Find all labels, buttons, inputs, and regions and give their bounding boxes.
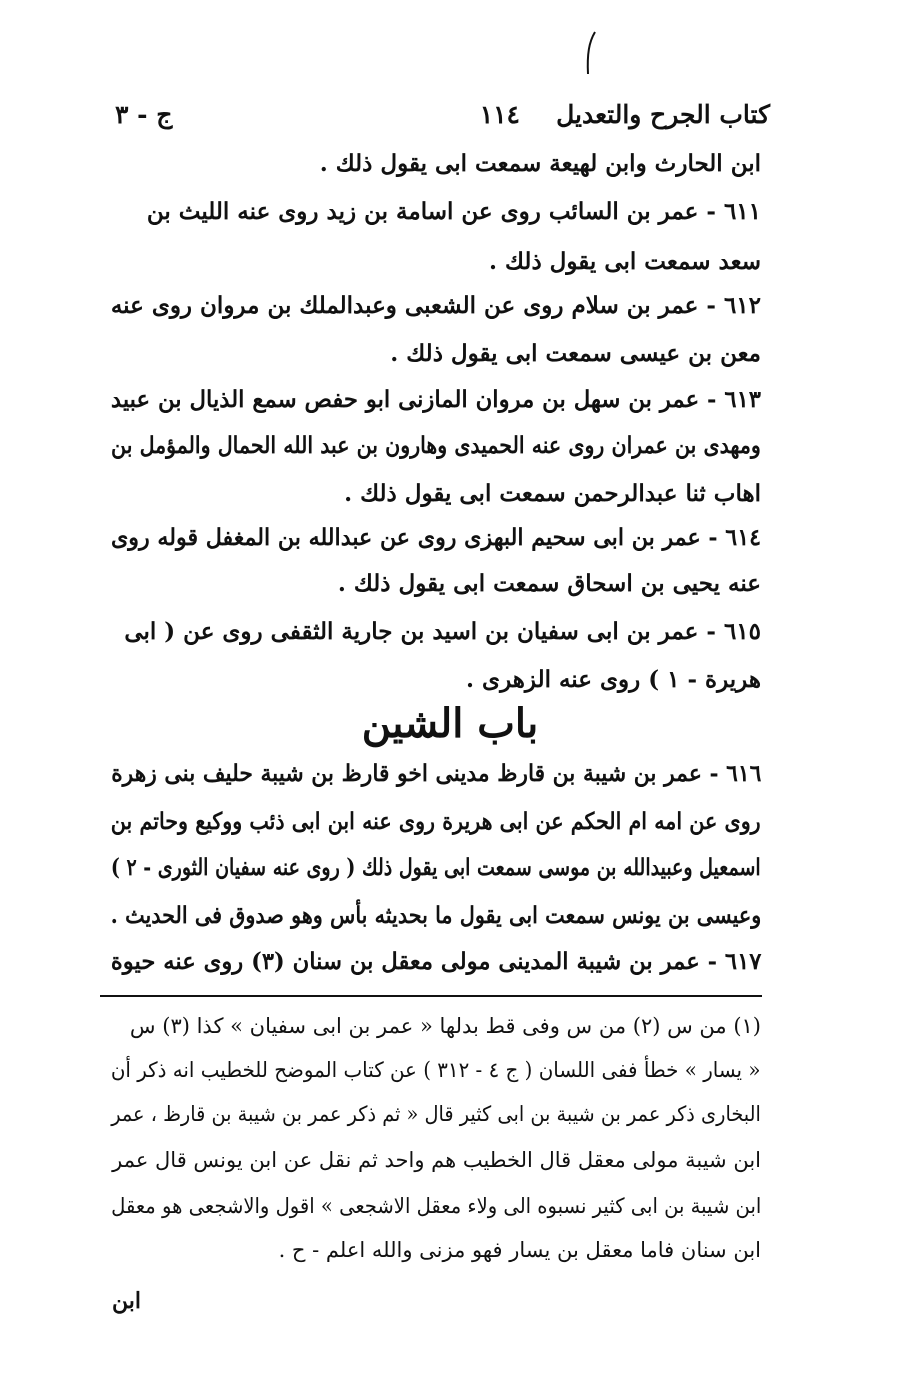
footnote-line: (١) من س (٢) من س وفى قط بدلها « عمر بن ابى سفيان » كذا (٣) س xyxy=(129,1014,761,1038)
body-line: ابن الحارث وابن لهيعة سمعت ابى يقول ذلك . xyxy=(319,150,761,177)
body-line: روى عن امه ام الحكم عن ابى هريرة روى عنه ابن ابى ذئب ووكيع وحاتم بن xyxy=(111,808,761,835)
body-line: ومهدى بن عمران روى عنه الحميدى وهارون بن عبد الله الحمال والمؤمل بن xyxy=(111,432,761,459)
pen-stroke-mark xyxy=(584,30,598,76)
entry-612-line: ٦١٢ - عمر بن سلام روى عن الشعبى وعبدالملك بن مروان روى عنه xyxy=(110,292,761,319)
entry-611-line: ٦١١ - عمر بن السائب روى عن اسامة بن زيد روى عنه الليث بن xyxy=(146,198,761,225)
page-header xyxy=(105,96,770,140)
entry-617-line: ٦١٧ - عمر بن شيبة المدينى مولى معقل بن سنان (٣) روى عنه حيوة xyxy=(110,948,761,975)
body-line: وعيسى بن يونس سمعت ابى يقول ما بحديثه بأس وهو صدوق فى الحديث . xyxy=(110,902,761,929)
catchword: ابن xyxy=(112,1288,141,1314)
body-line: اسمعيل وعبيدالله بن موسى سمعت ابى يقول ذلك ( روى عنه سفيان الثورى - ٢ ) xyxy=(111,854,761,881)
footnote-divider xyxy=(100,995,762,997)
footnote-line: ابن شيبة مولى معقل قال الخطيب هم واحد ثم نقل عن ابن يونس قال عمر xyxy=(112,1148,761,1172)
footnote-line: البخارى ذكر عمر بن شيبة بن ابى كثير قال « ثم ذكر عمر بن شيبة بن قارظ ، عمر xyxy=(111,1102,761,1126)
footnote-line: « يسار » خطأ ففى اللسان ( ج ٤ - ٣١٢ ) عن كتاب الموضح للخطيب انه ذكر أن xyxy=(111,1058,761,1082)
section-heading: باب الشين xyxy=(361,700,539,747)
body-line: سعد سمعت ابى يقول ذلك . xyxy=(489,248,761,275)
entry-615-line: ٦١٥ - عمر بن ابى سفيان بن اسيد بن جارية الثقفى روى عن ( ابى xyxy=(124,618,761,645)
body-line: عنه يحيى بن اسحاق سمعت ابى يقول ذلك . xyxy=(337,570,761,597)
volume-label: ج - ٣ xyxy=(115,100,173,129)
book-title: كتاب الجرح والتعديل xyxy=(556,100,770,129)
footnote-line: ابن سنان فاما معقل بن يسار فهو مزنى والله اعلم - ح . xyxy=(278,1238,761,1262)
footnote-line: ابن شيبة بن ابى كثير نسبوه الى ولاء معقل الاشجعى » اقول والاشجعى هو معقل xyxy=(110,1194,761,1218)
body-line: معن بن عيسى سمعت ابى يقول ذلك . xyxy=(390,340,761,367)
body-line: هريرة - ١ ) روى عنه الزهرى . xyxy=(466,666,761,693)
entry-616-line: ٦١٦ - عمر بن شيبة بن قارظ مدينى اخو قارظ بن شيبة حليف بنى زهرة xyxy=(110,760,761,787)
body-line: اهاب ثنا عبدالرحمن سمعت ابى يقول ذلك . xyxy=(344,480,761,507)
page-number: ١١٤ xyxy=(479,100,520,129)
entry-614-line: ٦١٤ - عمر بن ابى سحيم البهزى روى عن عبدالله بن المغفل قوله روى xyxy=(110,524,761,551)
entry-613-line: ٦١٣ - عمر بن سهل بن مروان المازنى ابو حفص سمع الذيال بن عبيد xyxy=(110,386,761,413)
